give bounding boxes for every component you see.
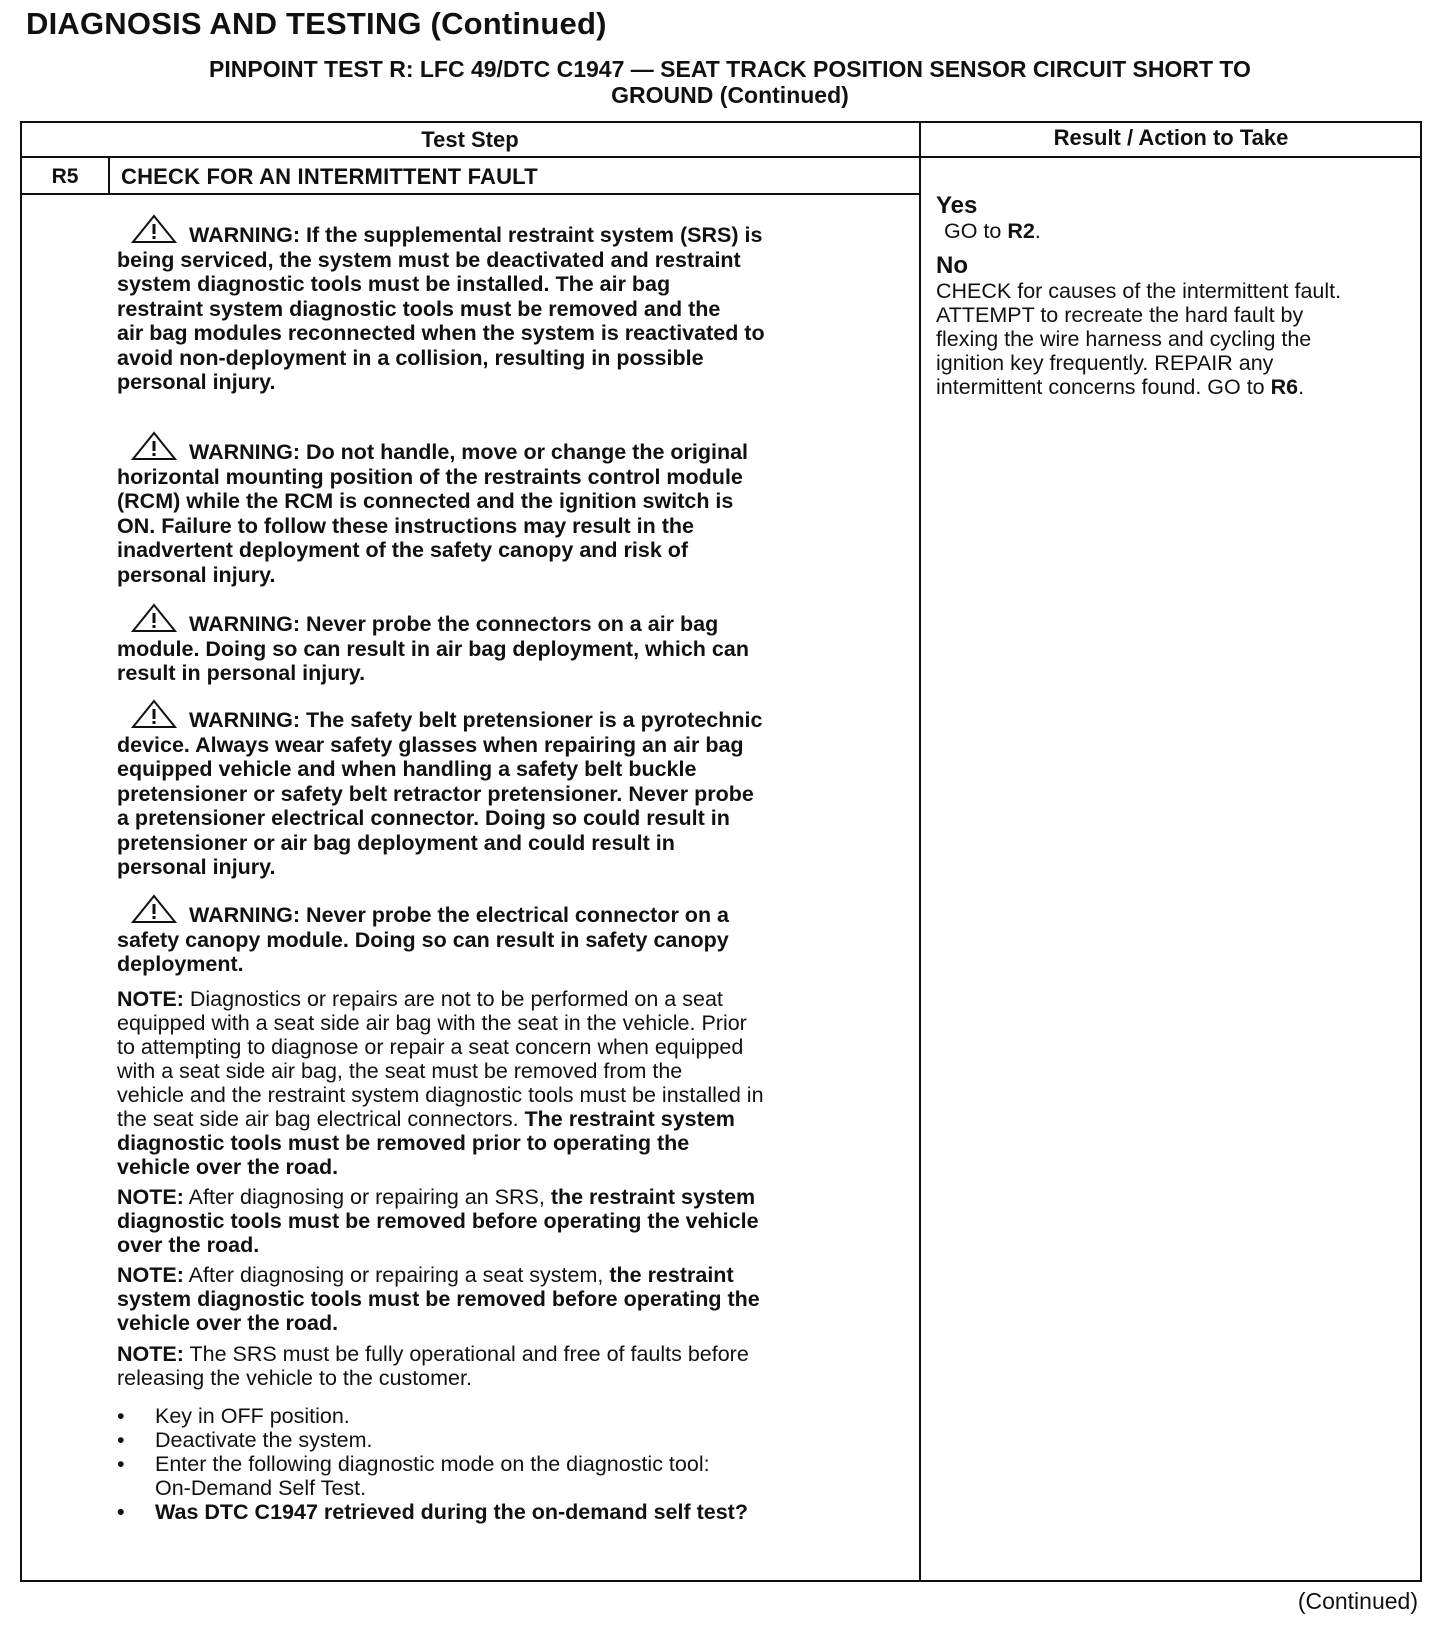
list-item: • Key in OFF position. bbox=[117, 1404, 748, 1428]
column-divider bbox=[919, 121, 921, 1582]
result-action bbox=[936, 193, 1341, 399]
warning-triangle-icon bbox=[131, 699, 177, 729]
test-title-line2: GROUND (Continued) bbox=[611, 82, 849, 108]
warning-triangle-icon bbox=[131, 894, 177, 924]
note-srs-repair: NOTE: After diagnosing or repairing an SRS, the restraint system diagnostic tools must be removed before operating the vehicle over the road. bbox=[117, 1185, 759, 1257]
note-seat-system-repair: NOTE: After diagnosing or repairing a seat system, the restraint system diagnostic tools must be removed before operating the vehicle over the road. bbox=[117, 1263, 760, 1335]
page-title: DIAGNOSIS AND TESTING (Continued) bbox=[26, 6, 607, 41]
step-reference: R6 bbox=[1270, 375, 1299, 399]
warning-srs-service: WARNING: If the supplemental restraint system (SRS) is being serviced, the system must be deactivated and restraint system diagnostic tools must be installed. The air bag restraint system diagnostic tools must be removed and the air bag modules reconnected when the system is reactivated to avoid non-deployment in a collision, resulting in possible personal injury. bbox=[117, 214, 765, 395]
test-step-bullets bbox=[117, 1404, 748, 1524]
continued-footer: (Continued) bbox=[1297, 1588, 1418, 1614]
pinpoint-test-title bbox=[20, 56, 1440, 108]
warning-pretensioner: WARNING: The safety belt pretensioner is a pyrotechnic device. Always wear safety glasses when repairing an air bag equipped vehicle and when handling a safety belt buckle pretensioner or safety belt retractor pretensioner. Never probe a pretensioner electrical connector. Doing so could result in pretensioner or air bag deployment and could result in personal injury. bbox=[117, 699, 762, 880]
list-item: • Deactivate the system. bbox=[117, 1428, 748, 1452]
result-yes-label: Yes bbox=[936, 192, 978, 219]
list-item: • Was DTC C1947 retrieved during the on-demand self test? bbox=[117, 1500, 748, 1524]
header-divider bbox=[20, 156, 1422, 158]
column-header-test-step: Test Step bbox=[421, 127, 519, 152]
warning-rcm-handling: WARNING: Do not handle, move or change the original horizontal mounting position of the restraints control module (RCM) while the RCM is connected and the ignition switch is ON. Failure to follow these instructions may result in the inadvertent deployment of the safety canopy and risk of personal injury. bbox=[117, 431, 748, 587]
result-no-label: No bbox=[936, 252, 968, 279]
warning-triangle-icon bbox=[131, 431, 177, 461]
step-title: CHECK FOR AN INTERMITTENT FAULT bbox=[121, 164, 538, 189]
warning-triangle-icon bbox=[131, 603, 177, 633]
step-row-divider-left bbox=[20, 193, 920, 195]
result-no-action: CHECK for causes of the intermittent fault. ATTEMPT to recreate the hard fault by flexing the wire harness and cycling the ignition key frequently. REPAIR any intermittent concerns found. GO to R6. bbox=[936, 279, 1342, 399]
step-reference: R2 bbox=[1007, 219, 1035, 243]
warning-triangle-icon bbox=[131, 214, 177, 244]
note-seat-side-airbag: NOTE: Diagnostics or repairs are not to be performed on a seat equipped with a seat side air bag with the seat in the vehicle. Prior to attempting to diagnose or repair a seat concern when equipped with a seat side air bag, the seat must be removed from the vehicle and the restraint system diagnostic tools must be installed in the seat side air bag electrical connectors. The restraint system diagnostic tools must be removed prior to operating the vehicle over the road. bbox=[117, 987, 764, 1179]
note-srs-operational: NOTE: The SRS must be fully operational and free of faults before releasing the vehicle to the customer. bbox=[117, 1342, 749, 1390]
test-title-line1: PINPOINT TEST R: LFC 49/DTC C1947 — SEAT TRACK POSITION SENSOR CIRCUIT SHORT TO bbox=[209, 56, 1251, 82]
warning-safety-canopy: WARNING: Never probe the electrical connector on a safety canopy module. Doing so can result in safety canopy deployment. bbox=[117, 894, 729, 977]
warning-probe-airbag: WARNING: Never probe the connectors on a air bag module. Doing so can result in air bag deployment, which can result in personal injury. bbox=[117, 603, 749, 686]
column-header-result: Result / Action to Take bbox=[1053, 125, 1289, 150]
result-yes-action: GO to R2. bbox=[944, 219, 1041, 243]
step-id-divider bbox=[108, 156, 110, 194]
list-item: • Enter the following diagnostic mode on the diagnostic tool: On-Demand Self Test. bbox=[117, 1452, 748, 1500]
step-id: R5 bbox=[51, 165, 79, 188]
